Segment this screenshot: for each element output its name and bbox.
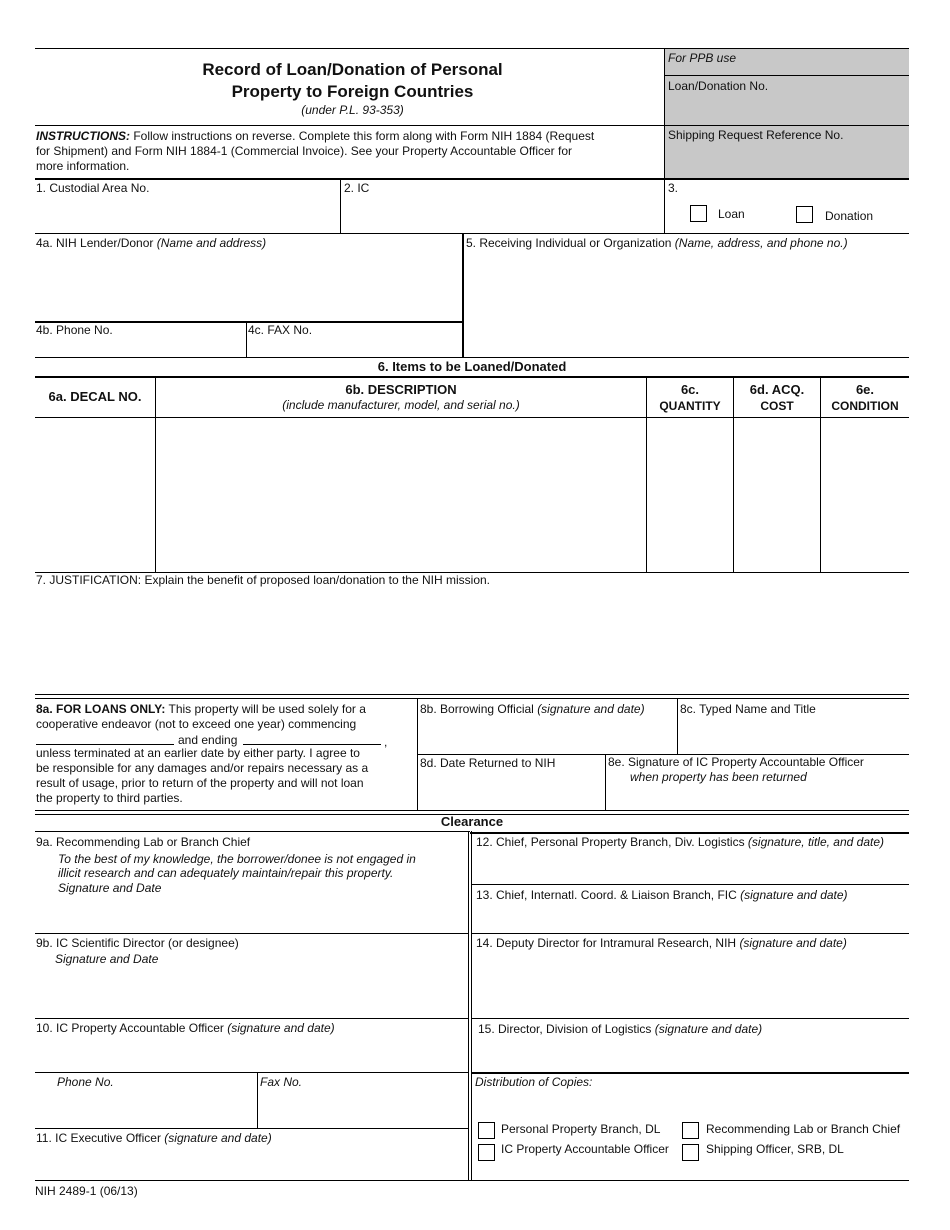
form-title: Record of Loan/Donation of Personal Property to Foreign Countries (202, 60, 503, 101)
deputy-director-label: 14. Deputy Director for Intramural Research, NIH (signature and date) (476, 936, 847, 950)
col-cost: 6d. ACQ. COST (749, 382, 805, 413)
copy-checkbox-pao[interactable] (478, 1144, 495, 1161)
and-ending-label: and ending (178, 733, 238, 747)
chief-fic-label: 13. Chief, Internatl. Coord. & Liaison Branch, FIC (signature and date) (476, 888, 848, 902)
fax-label: 4c. FAX No. (248, 323, 313, 337)
receiving-label: 5. Receiving Individual or Organization (Name, address, and phone no.) (466, 236, 848, 250)
copy-checkbox-ppb[interactable] (478, 1122, 495, 1139)
clearance-title: Clearance (440, 814, 504, 829)
field3-label: 3. (668, 181, 679, 195)
scientific-director-label: 9b. IC Scientific Director (or designee) (36, 936, 239, 950)
recommending-chief-label: 9a. Recommending Lab or Branch Chief (36, 835, 251, 849)
executive-officer-label: 11. IC Executive Officer (signature and date) (36, 1131, 272, 1145)
recommending-text-1: To the best of my knowledge, the borrower/donee is not engaged in (58, 852, 416, 866)
director-logistics-label: 15. Director, Division of Logistics (signature and date) (478, 1022, 763, 1036)
phone-label: 4b. Phone No. (36, 323, 113, 337)
loan-label: Loan (718, 207, 745, 221)
loan-checkbox[interactable] (690, 205, 707, 222)
col-condition: 6e. CONDITION (831, 382, 899, 413)
items-section-title: 6. Items to be Loaned/Donated (377, 359, 567, 374)
return-signature-label: 8e. Signature of IC Property Accountable Officer (608, 755, 864, 769)
loans-only-text-2: unless terminated at an earlier date by either party. I agree to be responsible for any damages and/or repairs necessary as a result of usage, prior to return of the property and will not loan the property to third parties. (36, 746, 369, 805)
scientific-director-sig: Signature and Date (55, 952, 159, 966)
col-description-hint: (include manufacturer, model, and serial no.) (282, 398, 520, 412)
lender-label: 4a. NIH Lender/Donor (Name and address) (36, 236, 267, 250)
pao-phone-label: Phone No. (57, 1075, 114, 1089)
pao-fax-label: Fax No. (260, 1075, 303, 1089)
justification-label: 7. JUSTIFICATION: Explain the benefit of proposed loan/donation to the NIH mission. (36, 573, 491, 587)
copy-checkbox-shipping[interactable] (682, 1144, 699, 1161)
chief-ppb-label: 12. Chief, Personal Property Branch, Div. Logistics (signature, title, and date) (476, 835, 884, 849)
comma: , (384, 735, 388, 749)
ending-date-line[interactable] (243, 744, 381, 745)
custodial-area-label: 1. Custodial Area No. (36, 181, 150, 195)
col-quantity: 6c. QUANTITY (659, 382, 721, 413)
copy-checkbox-rec-chief[interactable] (682, 1122, 699, 1139)
form-subtitle: (under P.L. 93-353) (301, 103, 404, 117)
ic-label: 2. IC (344, 181, 370, 195)
return-signature-hint: when property has been returned (630, 770, 807, 784)
instructions: INSTRUCTIONS: Follow instructions on reverse. Complete this form along with Form NIH 1884 (Request for Shipment) and Form NIH 1884-1 (Commercial Invoice). See your Property Accountable Officer for more information. (36, 129, 595, 173)
shipping-request-ref-label: Shipping Request Reference No. (668, 128, 844, 142)
donation-label: Donation (825, 209, 874, 223)
ppb-use-label: For PPB use (668, 51, 737, 65)
distribution-label: Distribution of Copies: (475, 1075, 593, 1089)
ppb-use-panel (665, 49, 909, 179)
col-description: 6b. DESCRIPTION (345, 382, 457, 397)
date-returned-label: 8d. Date Returned to NIH (420, 756, 556, 770)
loans-only-text: 8a. FOR LOANS ONLY: This property will be used solely for a cooperative endeavor (not to exceed one year) commencing (36, 702, 366, 731)
pao-label: 10. IC Property Accountable Officer (signature and date) (36, 1021, 335, 1035)
recommending-sig: Signature and Date (58, 881, 162, 895)
commencing-date-line[interactable] (36, 744, 174, 745)
loan-donation-no-label: Loan/Donation No. (668, 79, 769, 93)
donation-checkbox[interactable] (796, 206, 813, 223)
recommending-text-2: illicit research and can adequately maintain/repair this property. (58, 866, 394, 880)
copy-label-shipping: Shipping Officer, SRB, DL (706, 1142, 844, 1156)
borrowing-official-label: 8b. Borrowing Official (signature and date) (420, 702, 645, 716)
form-number: NIH 2489-1 (06/13) (35, 1184, 138, 1198)
typed-name-label: 8c. Typed Name and Title (680, 702, 816, 716)
copy-label-rec-chief: Recommending Lab or Branch Chief (706, 1122, 901, 1136)
col-decal: 6a. DECAL NO. (48, 389, 142, 404)
copy-label-pao: IC Property Accountable Officer (501, 1142, 669, 1156)
copy-label-ppb: Personal Property Branch, DL (501, 1122, 661, 1136)
